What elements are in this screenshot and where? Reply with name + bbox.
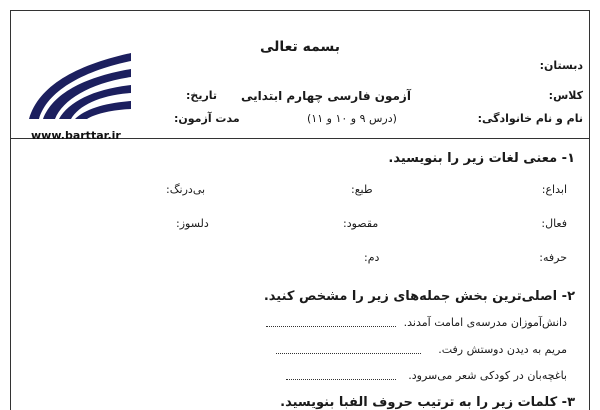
name-label: نام و نام خانوادگی:: [477, 112, 583, 125]
word-item: طبع:: [351, 183, 373, 196]
answer-blank[interactable]: [276, 344, 421, 354]
answer-blank[interactable]: [286, 370, 396, 380]
word-item: مقصود:: [343, 217, 379, 230]
class-label: کلاس:: [548, 89, 583, 102]
question-2-title: ۲- اصلی‌ترین بخش جمله‌های زیر را مشخص کنید.: [263, 289, 575, 304]
exam-subtitle: (درس ۹ و ۱۰ و ۱۱): [307, 112, 397, 125]
barttar-logo: [25, 47, 135, 122]
website-url: www.barttar.ir: [31, 129, 121, 142]
exam-sheet: [10, 10, 590, 410]
word-item: دم:: [364, 251, 380, 264]
exam-header: [11, 11, 589, 142]
exam-title: آزمون فارسی چهارم ابتدایی: [241, 89, 411, 103]
date-label: تاریخ:: [186, 89, 218, 102]
word-item: بی‌درنگ:: [166, 183, 206, 196]
sentence-item: باغچه‌بان در کودکی شعر می‌سرود.: [408, 369, 567, 382]
word-item: دلسوز:: [176, 217, 209, 230]
bismillah-heading: بسمه تعالی: [259, 39, 341, 55]
word-item: حرفه:: [539, 251, 567, 264]
answer-blank[interactable]: [266, 317, 396, 327]
duration-label: مدت آزمون:: [174, 112, 240, 125]
sentence-item: مریم به دیدن دوستش رفت.: [438, 343, 567, 356]
question-1-title: ۱- معنی لغات زیر را بنویسید.: [388, 151, 575, 166]
word-item: ابداع:: [541, 183, 567, 196]
question-3-title: ۳- کلمات زیر را به ترتیب حروف الفبا بنویسید.: [280, 395, 575, 410]
sentence-item: دانش‌آموزان مدرسه‌ی امامت آمدند.: [403, 316, 567, 329]
word-item: فعال:: [541, 217, 567, 230]
school-label: دبستان:: [539, 59, 583, 72]
